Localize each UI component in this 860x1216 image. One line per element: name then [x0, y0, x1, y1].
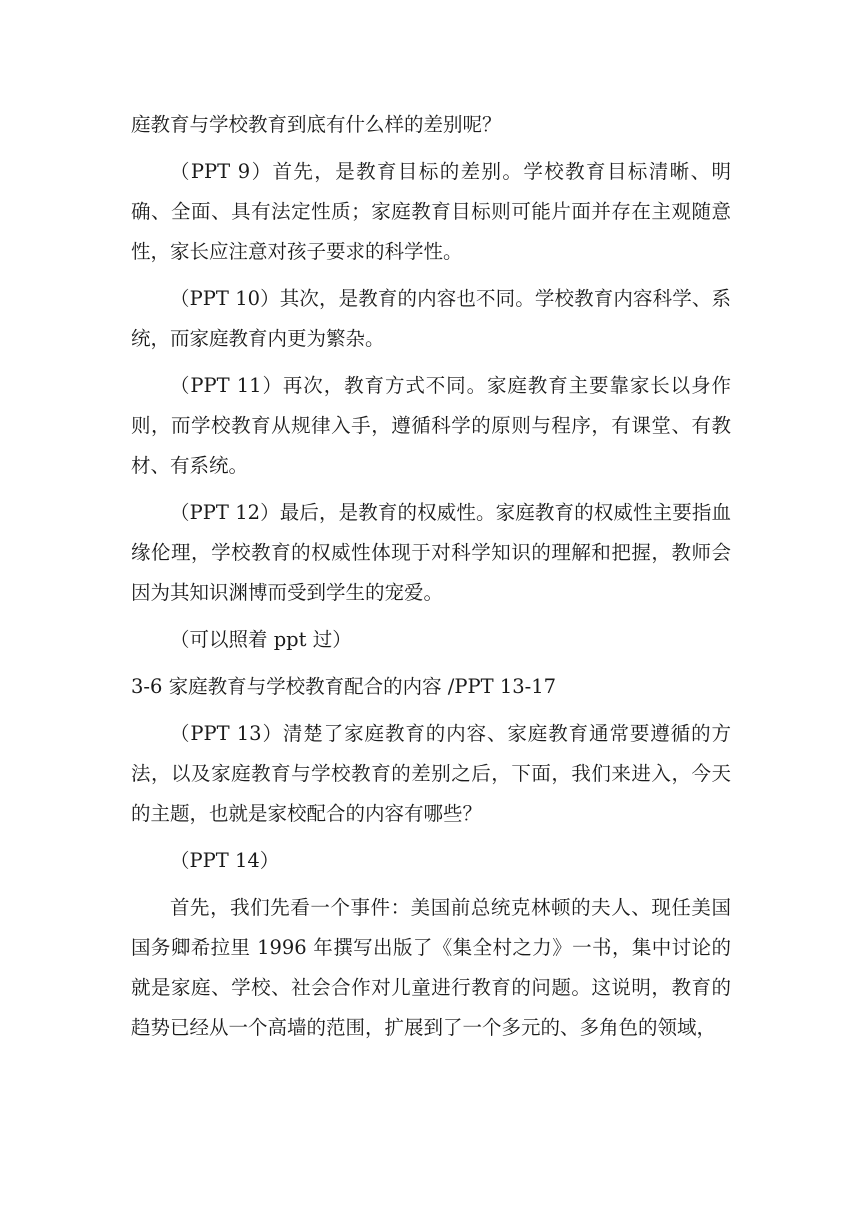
paragraph-example-event: 首先，我们先看一个事件：美国前总统克林顿的夫人、现任美国国务卿希拉里 1996 年撰写出版了《集全村之力》一书，集中讨论的就是家庭、学校、社会合作对儿童进行教育的问题。这说明，教育的趋势已经从一个高墙的范围，扩展到了一个多元的、多角色的领域，	[131, 896, 731, 1039]
paragraph-education-methods: （PPT 11）再次，教育方式不同。家庭教育主要靠家长以身作则，而学校教育从规律入手，遵循科学的原则与程序，有课堂、有教材、有系统。	[131, 374, 731, 477]
paragraph-note: （可以照着 ppt 过）	[170, 628, 352, 651]
paragraph-education-content: （PPT 10）其次，是教育的内容也不同。学校教育内容科学、系统，而家庭教育内更为繁杂。	[131, 287, 731, 350]
paragraph-education-goals: （PPT 9）首先，是教育目标的差别。学校教育目标清晰、明确、全面、具有法定性质；家庭教育目标则可能片面并存在主观随意性，家长应注意对孩子要求的科学性。	[131, 160, 731, 263]
paragraph-continuation: 庭教育与学校教育到底有什么样的差别呢？	[131, 113, 502, 136]
section-heading: 3-6 家庭教育与学校教育配合的内容 /PPT 13-17	[131, 675, 557, 698]
document-body	[131, 105, 731, 1055]
paragraph-education-authority: （PPT 12）最后，是教育的权威性。家庭教育的权威性主要指血缘伦理，学校教育的权威性体现于对科学知识的理解和把握，教师会因为其知识渊博而受到学生的宠爱。	[131, 501, 731, 604]
paragraph-introduction: （PPT 13）清楚了家庭教育的内容、家庭教育通常要遵循的方法，以及家庭教育与学校教育的差别之后，下面，我们来进入，今天的主题，也就是家校配合的内容有哪些？	[131, 722, 731, 825]
paragraph-ppt-marker: （PPT 14）	[170, 849, 280, 872]
